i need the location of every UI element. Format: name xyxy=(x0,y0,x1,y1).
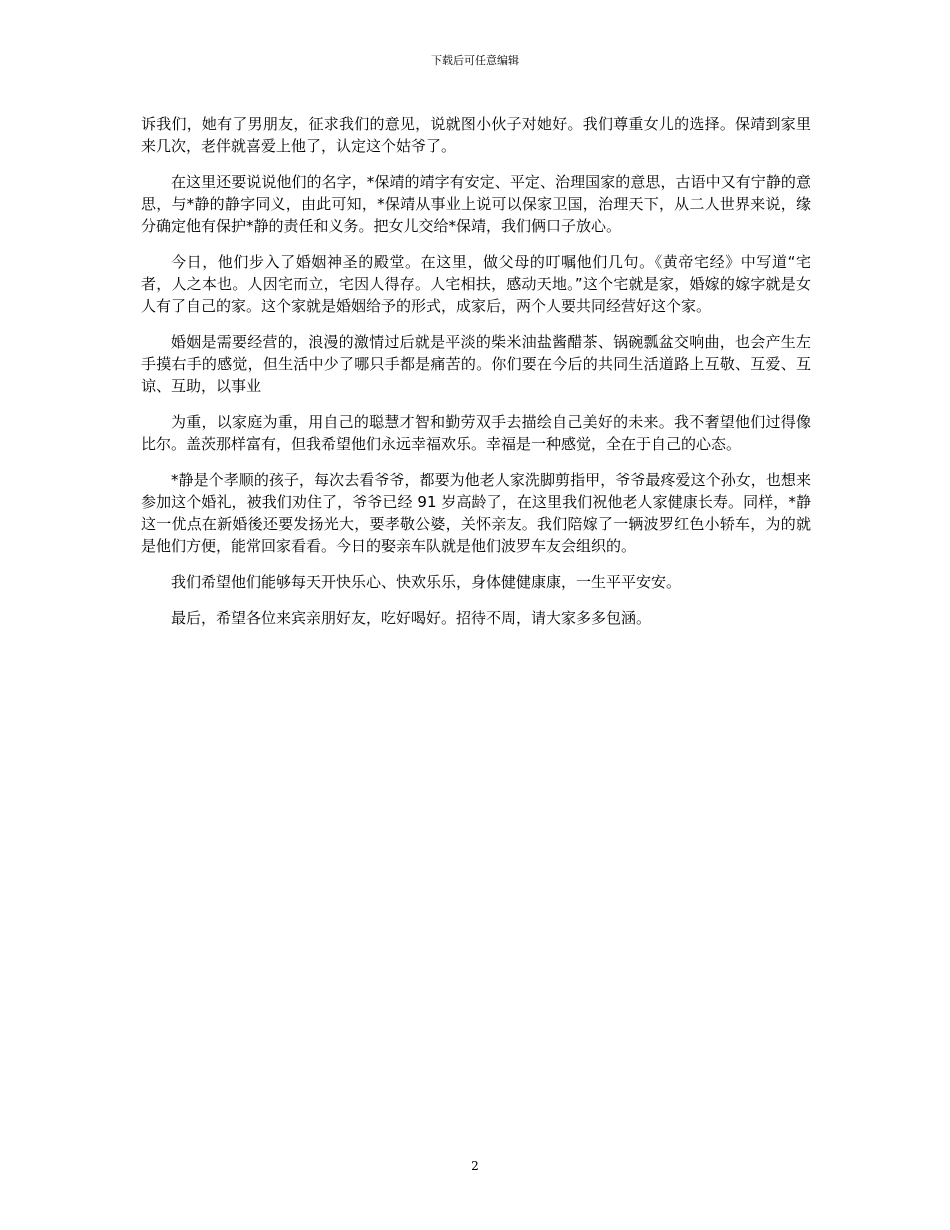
paragraph: 为重，以家庭为重，用自己的聪慧才智和勤劳双手去描绘自己美好的未来。我不奢望他们过得像比尔。盖茨那样富有，但我希望他们永远幸福欢乐。幸福是一种感觉，全在于自己的心态。 xyxy=(141,413,811,453)
paragraph: 诉我们，她有了男朋友，征求我们的意见，说就图小伙子对她好。我们尊重女儿的选择。保靖到家里来几次，老伴就喜爱上他了，认定这个姑爷了。 xyxy=(141,115,811,155)
paragraph: 最后，希望各位来宾亲朋好友，吃好喝好。招待不周，请大家多多包涵。 xyxy=(171,609,652,627)
paragraph: 婚姻是需要经营的，浪漫的激情过后就是平淡的柴米油盐酱醋茶、锅碗瓢盆交响曲，也会产生左手摸右手的感觉，但生活中少了哪只手都是痛苦的。你们要在今后的共同生活道路上互敬、互爱、互谅、互助，以事业 xyxy=(141,333,811,395)
paragraph: *静是个孝顺的孩子，每次去看爷爷，都要为他老人家洗脚剪指甲，爷爷最疼爱这个孙女，也想来参加这个婚礼，被我们劝住了，爷爷已经 91 岁高龄了，在这里我们祝他老人家健康长寿。同样，*静这一优点在新婚後还要发扬光大，要孝敬公婆，关怀亲友。我们陪嫁了一辆波罗红色小轿车，为的就是他们方便，能常回家看看。今日的娶亲车队就是他们波罗车友会组织的。 xyxy=(141,471,811,555)
paragraph: 今日，他们步入了婚姻神圣的殿堂。在这里，做父母的叮嘱他们几句。《黄帝宅经》中写道“宅者，人之本也。人因宅而立，宅因人得存。人宅相扶，感动天地。”这个宅就是家，婚嫁的嫁字就是女人有了自己的家。这个家就是婚姻给予的形式，成家后，两个人要共同经营好这个家。 xyxy=(141,253,811,315)
document-body xyxy=(141,113,811,643)
paragraph: 在这里还要说说他们的名字，*保靖的靖字有安定、平定、治理国家的意思，古语中又有宁静的意思，与*静的静字同义，由此可知，*保靖从事业上说可以保家卫国，治理天下，从二人世界来说，缘分确定他有保护*静的责任和义务。把女儿交给*保靖，我们俩口子放心。 xyxy=(141,173,811,235)
paragraph: 我们希望他们能够每天开快乐心、快欢乐乐，身体健健康康，一生平平安安。 xyxy=(171,573,682,591)
page-number: 2 xyxy=(471,1159,479,1173)
page-header: 下载后可任意编辑 xyxy=(431,54,519,67)
